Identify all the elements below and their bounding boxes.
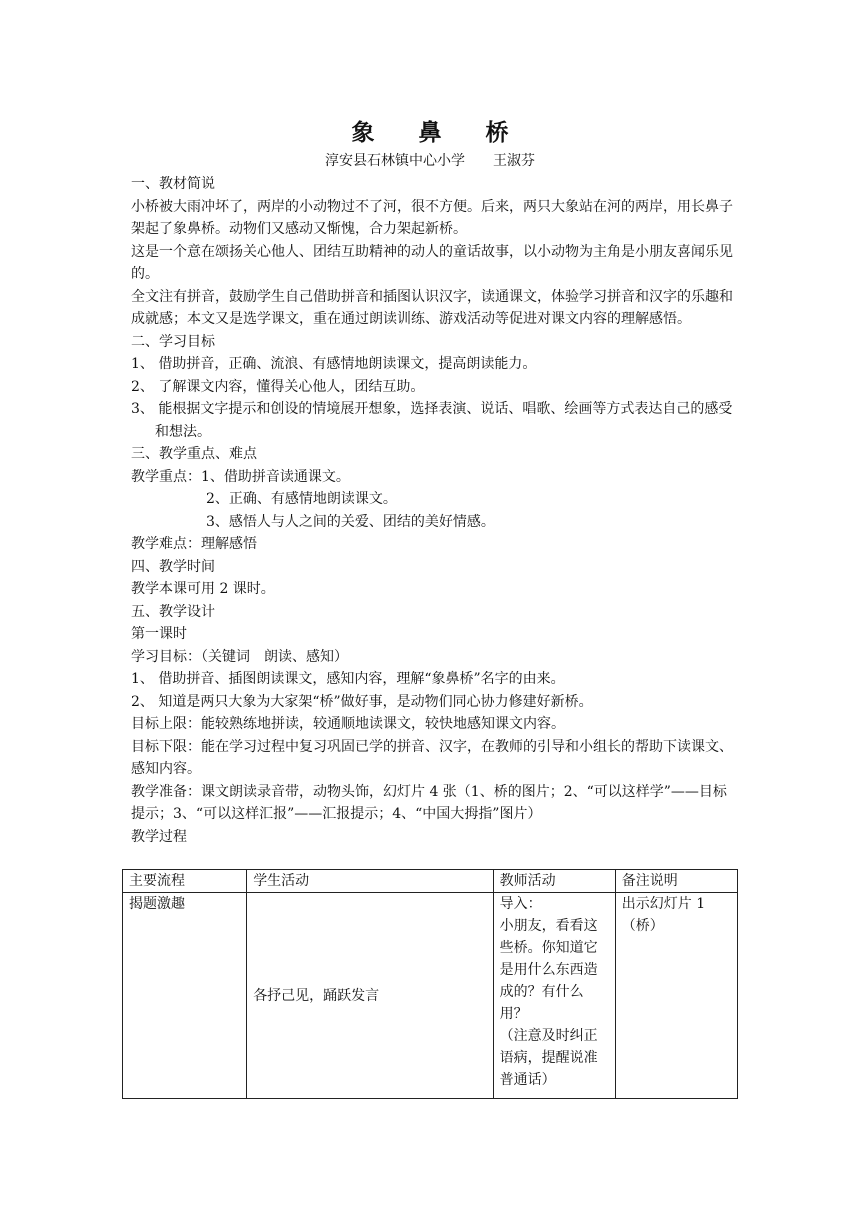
paragraph: 小桥被大雨冲坏了，两岸的小动物过不了河，很不方便。后来，两只大象站在河的两岸，用长鼻子架起了象鼻桥。动物们又感动又惭愧，合力架起新桥。 xyxy=(131,198,733,237)
section-heading: 二、学习目标 xyxy=(131,333,215,350)
teacher-line: 导入： xyxy=(499,896,542,912)
section-heading: 五、教学设计 xyxy=(131,603,215,620)
author-name: 王淑芬 xyxy=(493,153,535,169)
author-school: 淳安县石林镇中心小学 xyxy=(325,153,465,169)
header-cell: 主要流程 xyxy=(123,870,247,893)
teacher-activity-cell xyxy=(493,893,615,1099)
list-item: 2、正确、有感情地朗读课文。 xyxy=(206,491,397,507)
difficult-point: 教学难点：理解感悟 xyxy=(131,536,257,552)
header-cell: 教师活动 xyxy=(493,870,615,893)
key-points xyxy=(131,466,735,489)
student-activity-cell: 各抒己见，踊跃发言 xyxy=(247,893,493,1099)
list-item: 3、 能根据文字提示和创设的情境展开想象，选择表演、说话、唱歌、绘画等方式表达自己的感受和想法。 xyxy=(131,401,733,440)
teacher-line: （注意及时纠正语病，提醒说准普通话） xyxy=(499,1028,598,1088)
process-label: 教学过程 xyxy=(131,828,187,845)
goal-lower: 目标下限：能在学习过程中复习巩固已学的拼音、汉字，在教师的引导和小组长的帮助下读课文、感知内容。 xyxy=(131,738,733,777)
paragraph: 全文注有拼音，鼓励学生自己借助拼音和插图认识汉字，读通课文，体验学习拼音和汉字的乐趣和成就感；本文又是选学课文，重在通过朗读训练、游戏活动等促进对课文内容的理解感悟。 xyxy=(131,288,733,327)
teacher-line: 小朋友，看看这些桥。你知道它是用什么东西造成的？有什么用？ xyxy=(499,918,598,1022)
section-heading: 四、教学时间 xyxy=(131,558,215,575)
header-cell: 备注说明 xyxy=(615,870,737,893)
process-table xyxy=(122,869,738,1099)
document-body xyxy=(131,173,735,848)
list-item: 1、 借助拼音、插图朗读课文，感知内容，理解“象鼻桥”名字的由来。 xyxy=(131,671,565,687)
header-cell: 学生活动 xyxy=(247,870,493,893)
list-item: 2、 知道是两只大象为大家架“桥”做好事，是动物们同心协力修建好新桥。 xyxy=(131,693,593,710)
lesson-label: 第一课时 xyxy=(131,626,187,642)
paragraph: 教学本课可用 2 课时。 xyxy=(131,581,275,597)
note-cell: 出示幻灯片 1（桥） xyxy=(615,893,737,1099)
key-label: 教学重点： xyxy=(131,468,201,485)
section-heading: 一、教材简说 xyxy=(131,176,215,192)
goal-keywords: 朗读、感知） xyxy=(264,648,348,665)
goal-keyword-label: 学习目标：（关键词 xyxy=(131,648,250,665)
goal-upper: 目标上限：能较熟练地拼读，较通顺地读课文，较快地感知课文内容。 xyxy=(131,716,565,732)
table-header-row xyxy=(123,870,738,893)
document-title: 象鼻桥 xyxy=(351,119,553,146)
list-item: 1、借助拼音读通课文。 xyxy=(201,468,350,485)
teaching-prep: 教学准备：课文朗读录音带，动物头饰，幻灯片 4 张（1、桥的图片；2、“可以这样学”——目标提示；3、“可以这样汇报”——汇报提示；4、“中国大拇指”图片） xyxy=(131,783,727,822)
section-heading: 三、教学重点、难点 xyxy=(131,446,257,462)
learning-goal xyxy=(131,646,735,669)
list-item: 1、 借助拼音，正确、流浪、有感情地朗读课文，提高朗读能力。 xyxy=(131,356,537,372)
paragraph: 这是一个意在颂扬关心他人、团结互助精神的动人的童话故事，以小动物为主角是小朋友喜闻乐见的。 xyxy=(131,243,733,282)
table-row xyxy=(123,893,738,1099)
flow-cell: 揭题激趣 xyxy=(123,893,247,1099)
list-item: 2、 了解课文内容，懂得关心他人，团结互助。 xyxy=(131,378,425,395)
author-line xyxy=(0,150,860,170)
list-item: 3、感悟人与人之间的关爱、团结的美好情感。 xyxy=(206,513,495,530)
